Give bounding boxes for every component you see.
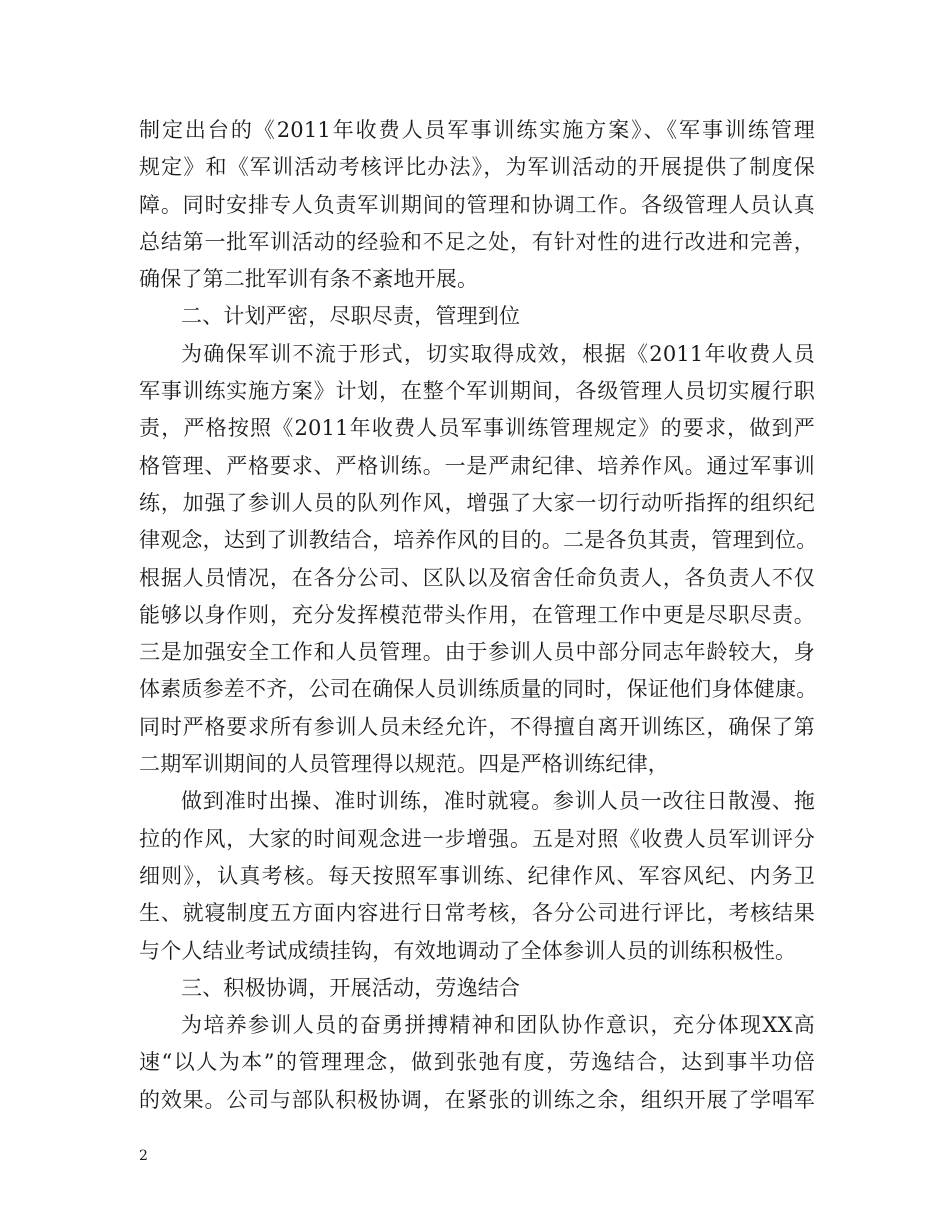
text-line: 练，加强了参训人员的队列作风，增强了大家一切行动听指挥的组织纪 (139, 490, 815, 515)
text-line: 细则》，认真考核。每天按照军事训练、纪律作风、军容风纪、内务卫 (139, 863, 815, 888)
text-line: 的效果。公司与部队积极协调，在紧张的训练之余，组织开展了学唱军 (139, 1087, 815, 1112)
text-line: 拉的作风，大家的时间观念进一步增强。五是对照《收费人员军训评分 (139, 826, 815, 851)
text-line: 与个人结业考试成绩挂钩，有效地调动了全体参训人员的训练积极性。 (139, 938, 797, 963)
text-line: 格管理、严格要求、严格训练。一是严肃纪律、培养作风。通过军事训 (139, 453, 815, 478)
text-line: 制定出台的《2011年收费人员军事训练实施方案》、《军事训练管理 (139, 118, 815, 142)
text-line: 三、积极协调，开展活动，劳逸结合 (181, 975, 521, 1000)
text-line: 律观念，达到了训教结合，培养作风的目的。二是各负其责，管理到位。 (139, 528, 818, 553)
text-line: 障。同时安排专人负责军训期间的管理和协调工作。各级管理人员认真 (139, 192, 815, 217)
text-line: 确保了第二批军训有条不紊地开展。 (139, 267, 479, 292)
text-line: 体素质参差不齐，公司在确保人员训练质量的同时，保证他们身体健康。 (139, 677, 818, 702)
text-line: 二期军训期间的人员管理得以规范。四是严格训练纪律， (139, 752, 669, 777)
text-line: 三是加强安全工作和人员管理。由于参训人员中部分同志年龄较大，身 (139, 640, 815, 665)
text-line: 责，严格按照《2011年收费人员军事训练管理规定》的要求，做到严 (139, 416, 815, 441)
text-line: 规定》和《军训活动考核评比办法》，为军训活动的开展提供了制度保 (139, 155, 815, 180)
text-line: 速“以人为本”的管理理念，做到张弛有度，劳逸结合，达到事半功倍 (139, 1050, 815, 1075)
text-line: 为确保军训不流于形式，切实取得成效，根据《2011年收费人员 (181, 341, 815, 366)
text-line: 同时严格要求所有参训人员未经允许，不得擅自离开训练区，确保了第 (139, 714, 815, 739)
text-line: 总结第一批军训活动的经验和不足之处，有针对性的进行改进和完善， (139, 229, 815, 254)
text-line: 能够以身作则，充分发挥模范带头作用，在管理工作中更是尽职尽责。 (139, 602, 815, 627)
text-line: 根据人员情况，在各分公司、区队以及宿舍任命负责人，各负责人不仅 (139, 565, 815, 590)
text-line: 军事训练实施方案》计划，在整个军训期间，各级管理人员切实履行职 (139, 379, 815, 404)
text-line: 二、计划严密，尽职尽责，管理到位 (181, 304, 521, 329)
document-body (139, 112, 818, 1119)
text-line: 做到准时出操、准时训练，准时就寝。参训人员一改往日散漫、拖 (181, 789, 815, 814)
page-number: 2 (139, 1148, 148, 1164)
text-line: 生、就寝制度五方面内容进行日常考核，各分公司进行评比，考核结果 (139, 901, 815, 926)
text-line: 为培养参训人员的奋勇拼搏精神和团队协作意识，充分体现XX高 (181, 1013, 815, 1038)
